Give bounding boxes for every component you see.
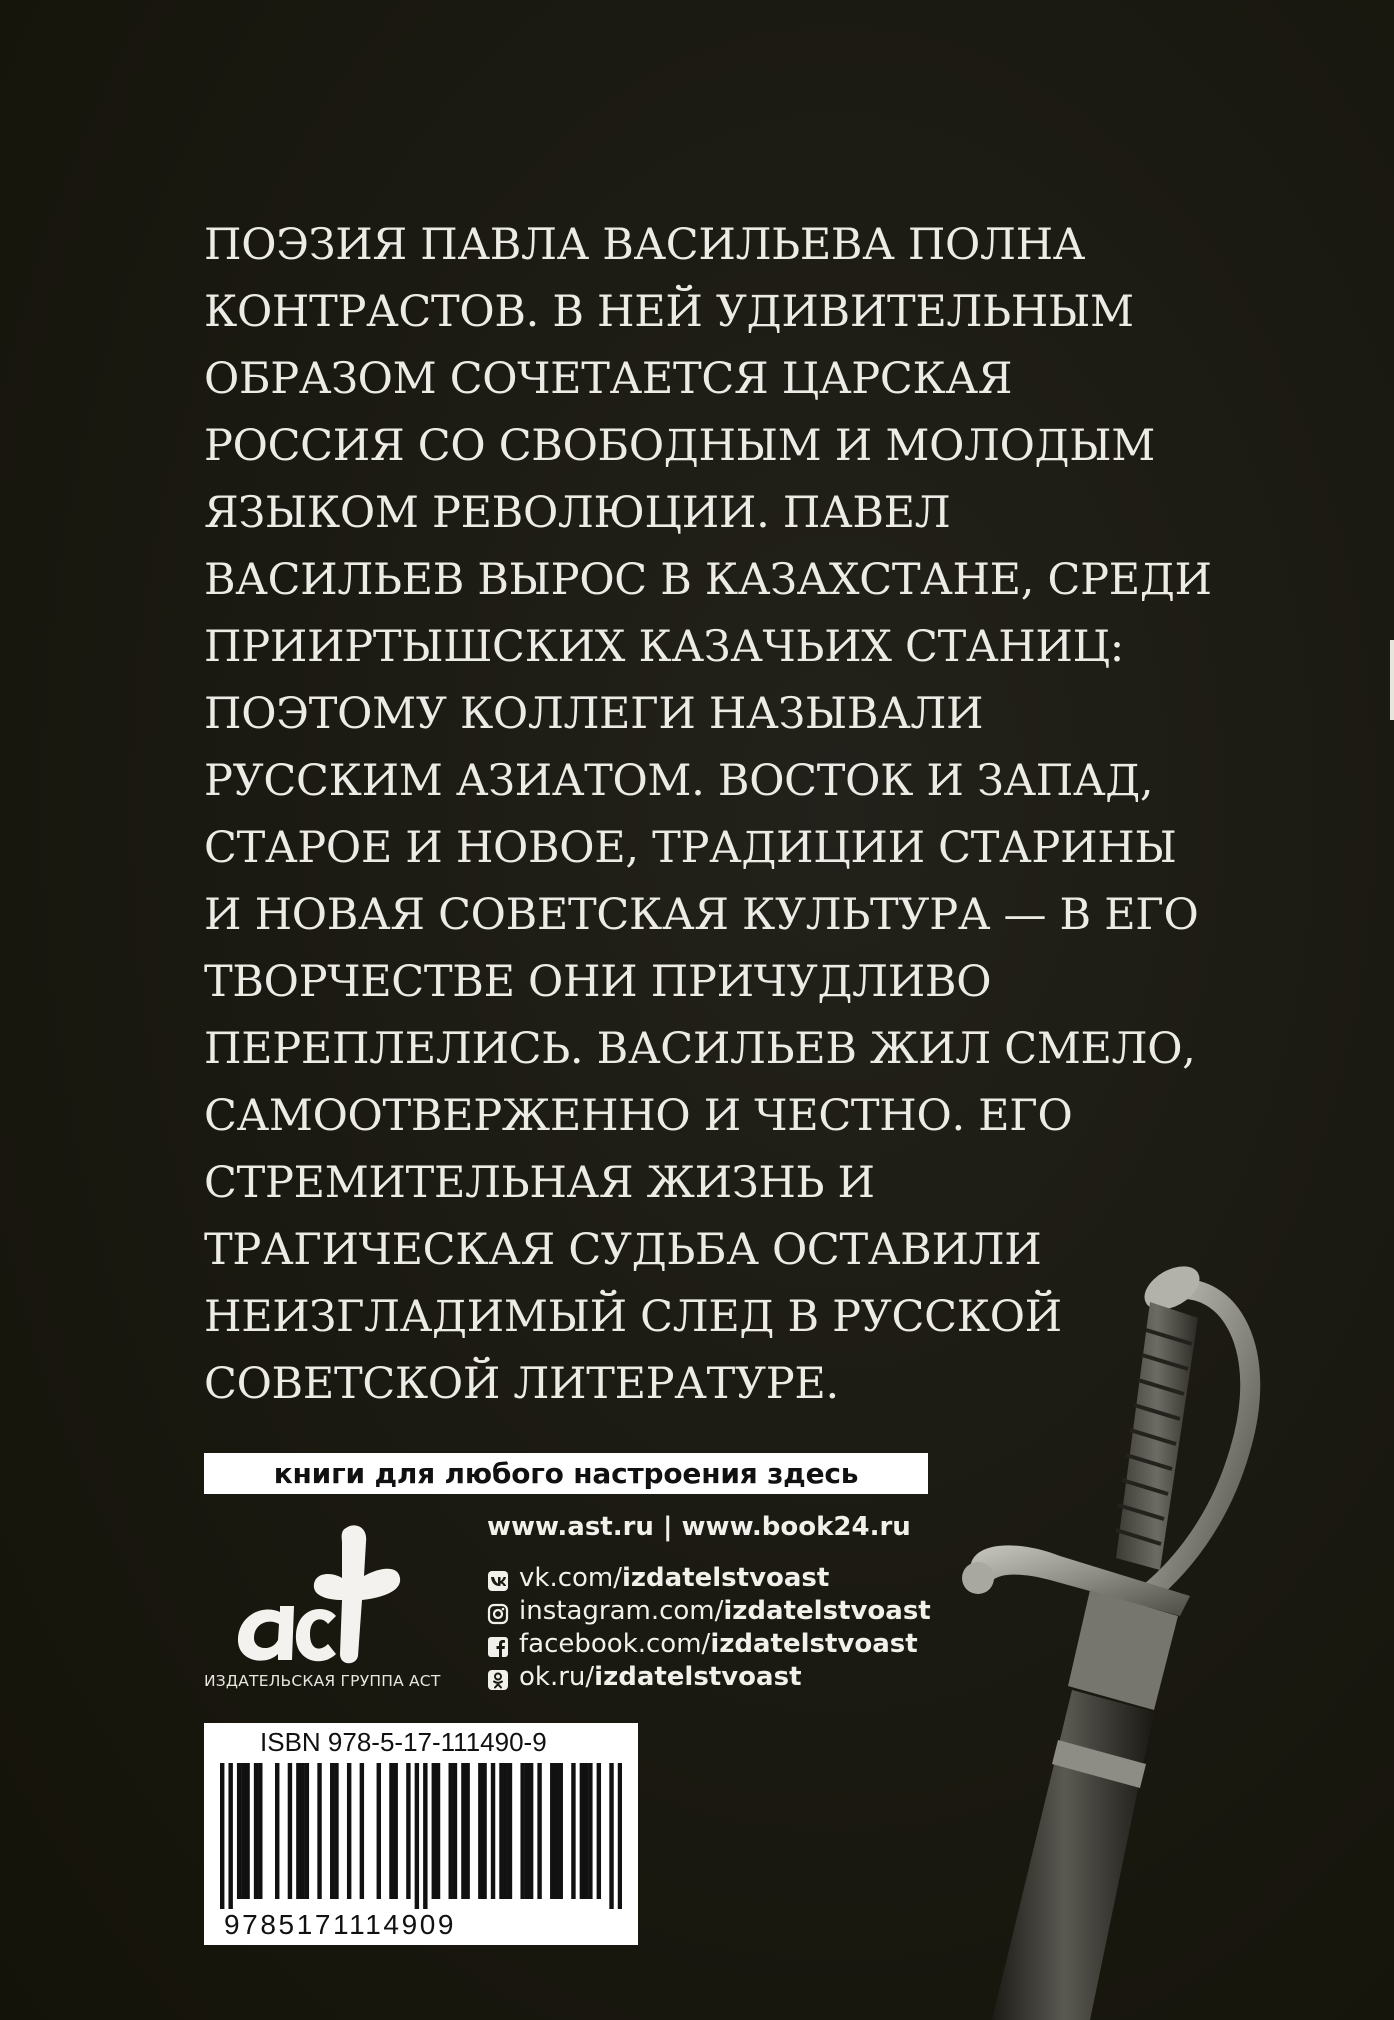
ast-logo-icon	[228, 1520, 428, 1670]
barcode-bar	[288, 1763, 292, 1899]
barcode-bar	[377, 1763, 381, 1899]
barcode-bar	[423, 1763, 427, 1909]
blurb-line: СОВЕТСКОЙ ЛИТЕРАТУРЕ.	[204, 1359, 839, 1409]
barcode-bar	[317, 1763, 321, 1899]
social-handle: izdatelstvoast	[594, 1662, 802, 1692]
blurb-line: ПОЭЗИЯ ПАВЛА ВАСИЛЬЕВА ПОЛНА	[204, 220, 1086, 270]
barcode-bar	[393, 1763, 397, 1899]
barcode-bar	[491, 1763, 495, 1899]
social-link-vk[interactable]	[487, 1562, 931, 1595]
barcode-bar	[584, 1763, 588, 1899]
barcode-bar	[453, 1763, 457, 1899]
barcode-bar	[609, 1763, 613, 1909]
barcode-bar	[254, 1763, 258, 1899]
barcode-bar	[300, 1763, 304, 1899]
social-prefix: instagram.com/	[519, 1596, 724, 1626]
blurb-line: ПЕРЕПЛЕЛИСЬ. ВАСИЛЬЕВ ЖИЛ СМЕЛО,	[204, 1024, 1196, 1074]
barcode-bar	[580, 1763, 584, 1899]
barcode-bar	[597, 1763, 601, 1899]
barcode-bar	[389, 1763, 393, 1899]
blurb-line: ПОЭТОМУ КОЛЛЕГИ НАЗЫВАЛИ	[204, 689, 984, 739]
blurb-line: СТРЕМИТЕЛЬНАЯ ЖИЗНЬ И	[204, 1158, 875, 1208]
social-link-facebook[interactable]	[487, 1628, 931, 1661]
blurb-line: КОНТРАСТОВ. В НЕЙ УДИВИТЕЛЬНЫМ	[204, 287, 1134, 337]
social-links	[487, 1562, 931, 1694]
blurb-line: ПРИИРТЫШСКИХ КАЗАЧЬИХ СТАНИЦ:	[204, 622, 1124, 672]
barcode-bar	[360, 1763, 364, 1899]
barcode-bar	[305, 1763, 309, 1899]
barcode-bar	[347, 1763, 351, 1899]
barcode-icon	[220, 1763, 622, 1909]
blurb-line: СТАРОЕ И НОВОЕ, ТРАДИЦИИ СТАРИНЫ	[204, 823, 1177, 873]
blurb-line: НЕИЗГЛАДИМЫЙ СЛЕД В РУССКОЙ	[204, 1292, 1062, 1342]
barcode-bar	[296, 1763, 300, 1899]
barcode-bar	[508, 1763, 512, 1899]
cover-edge	[1390, 640, 1394, 720]
barcode-bar	[529, 1763, 533, 1899]
barcode-bar	[275, 1763, 279, 1899]
sabre-icon	[940, 1240, 1394, 2020]
barcode-panel	[204, 1723, 638, 1945]
barcode-bar	[258, 1763, 262, 1899]
blurb-line: ЯЗЫКОМ РЕВОЛЮЦИИ. ПАВЕЛ	[204, 488, 951, 538]
barcode-bar	[559, 1763, 563, 1899]
blurb-line: РОССИЯ СО СВОБОДНЫМ И МОЛОДЫМ	[204, 421, 1155, 471]
blurb-line: ОБРАЗОМ СОЧЕТАЕТСЯ ЦАРСКАЯ	[204, 354, 1013, 404]
barcode-bar	[245, 1763, 249, 1899]
barcode-bar	[588, 1763, 592, 1899]
website-links[interactable]: www.ast.ru | www.book24.ru	[487, 1512, 911, 1542]
barcode-bar	[436, 1763, 440, 1899]
barcode-digits: 9785171114909	[224, 1909, 457, 1940]
barcode-bar	[415, 1763, 419, 1909]
barcode-bar	[550, 1763, 554, 1899]
barcode-bar	[432, 1763, 436, 1899]
barcode-bar	[461, 1763, 465, 1899]
publisher-caption: ИЗДАТЕЛЬСКАЯ ГРУППА АСТ	[204, 1672, 441, 1690]
barcode-bar	[499, 1763, 503, 1899]
social-link-odnoklassniki[interactable]	[487, 1661, 931, 1694]
barcode-bar	[220, 1763, 224, 1909]
barcode-bar	[571, 1763, 575, 1899]
barcode-bar	[554, 1763, 558, 1899]
social-handle: izdatelstvoast	[710, 1629, 918, 1659]
barcode-bar	[241, 1763, 245, 1899]
barcode-bar	[465, 1763, 469, 1899]
publisher-logo	[204, 1520, 450, 1700]
isbn-number: ISBN 978-5-17-111490-9	[260, 1727, 547, 1757]
barcode-bar	[449, 1763, 453, 1899]
facebook-icon	[487, 1634, 509, 1656]
barcode-bar	[618, 1763, 622, 1909]
blurb-line: ТРАГИЧЕСКАЯ СУДЬБА ОСТАВИЛИ	[204, 1225, 1042, 1275]
blurb-line: РУССКИМ АЗИАТОМ. ВОСТОК И ЗАПАД,	[204, 756, 1154, 806]
odnoklassniki-icon	[487, 1667, 509, 1689]
social-handle: izdatelstvoast	[723, 1596, 931, 1626]
social-link-instagram[interactable]	[487, 1595, 931, 1628]
barcode-bar	[334, 1763, 338, 1899]
social-prefix: vk.com/	[519, 1563, 622, 1593]
barcode-bar	[478, 1763, 482, 1899]
instagram-icon	[487, 1601, 509, 1623]
blurb-text	[204, 212, 1212, 1418]
social-handle: izdatelstvoast	[622, 1563, 830, 1593]
barcode-bar	[525, 1763, 529, 1899]
blurb-line: И НОВАЯ СОВЕТСКАЯ КУЛЬТУРА — В ЕГО	[204, 890, 1199, 940]
barcode-bar	[406, 1763, 410, 1899]
barcode-bar	[237, 1763, 241, 1899]
barcode-bar	[482, 1763, 486, 1899]
social-prefix: ok.ru/	[519, 1662, 595, 1692]
blurb-line: ВАСИЛЬЕВ ВЫРОС В КАЗАХСТАНЕ, СРЕДИ	[204, 555, 1212, 605]
social-prefix: facebook.com/	[519, 1629, 711, 1659]
blurb-line: ТВОРЧЕСТВЕ ОНИ ПРИЧУДЛИВО	[204, 957, 992, 1007]
barcode-bar	[504, 1763, 508, 1899]
blurb-line: САМООТВЕРЖЕННО И ЧЕСТНО. ЕГО	[204, 1091, 1073, 1141]
barcode-bar	[537, 1763, 541, 1899]
barcode-bar	[330, 1763, 334, 1899]
vk-icon	[487, 1568, 509, 1590]
promo-ribbon: книги для любого настроения здесь	[204, 1453, 928, 1494]
barcode-bar	[520, 1763, 524, 1899]
barcode-bar	[228, 1763, 232, 1909]
